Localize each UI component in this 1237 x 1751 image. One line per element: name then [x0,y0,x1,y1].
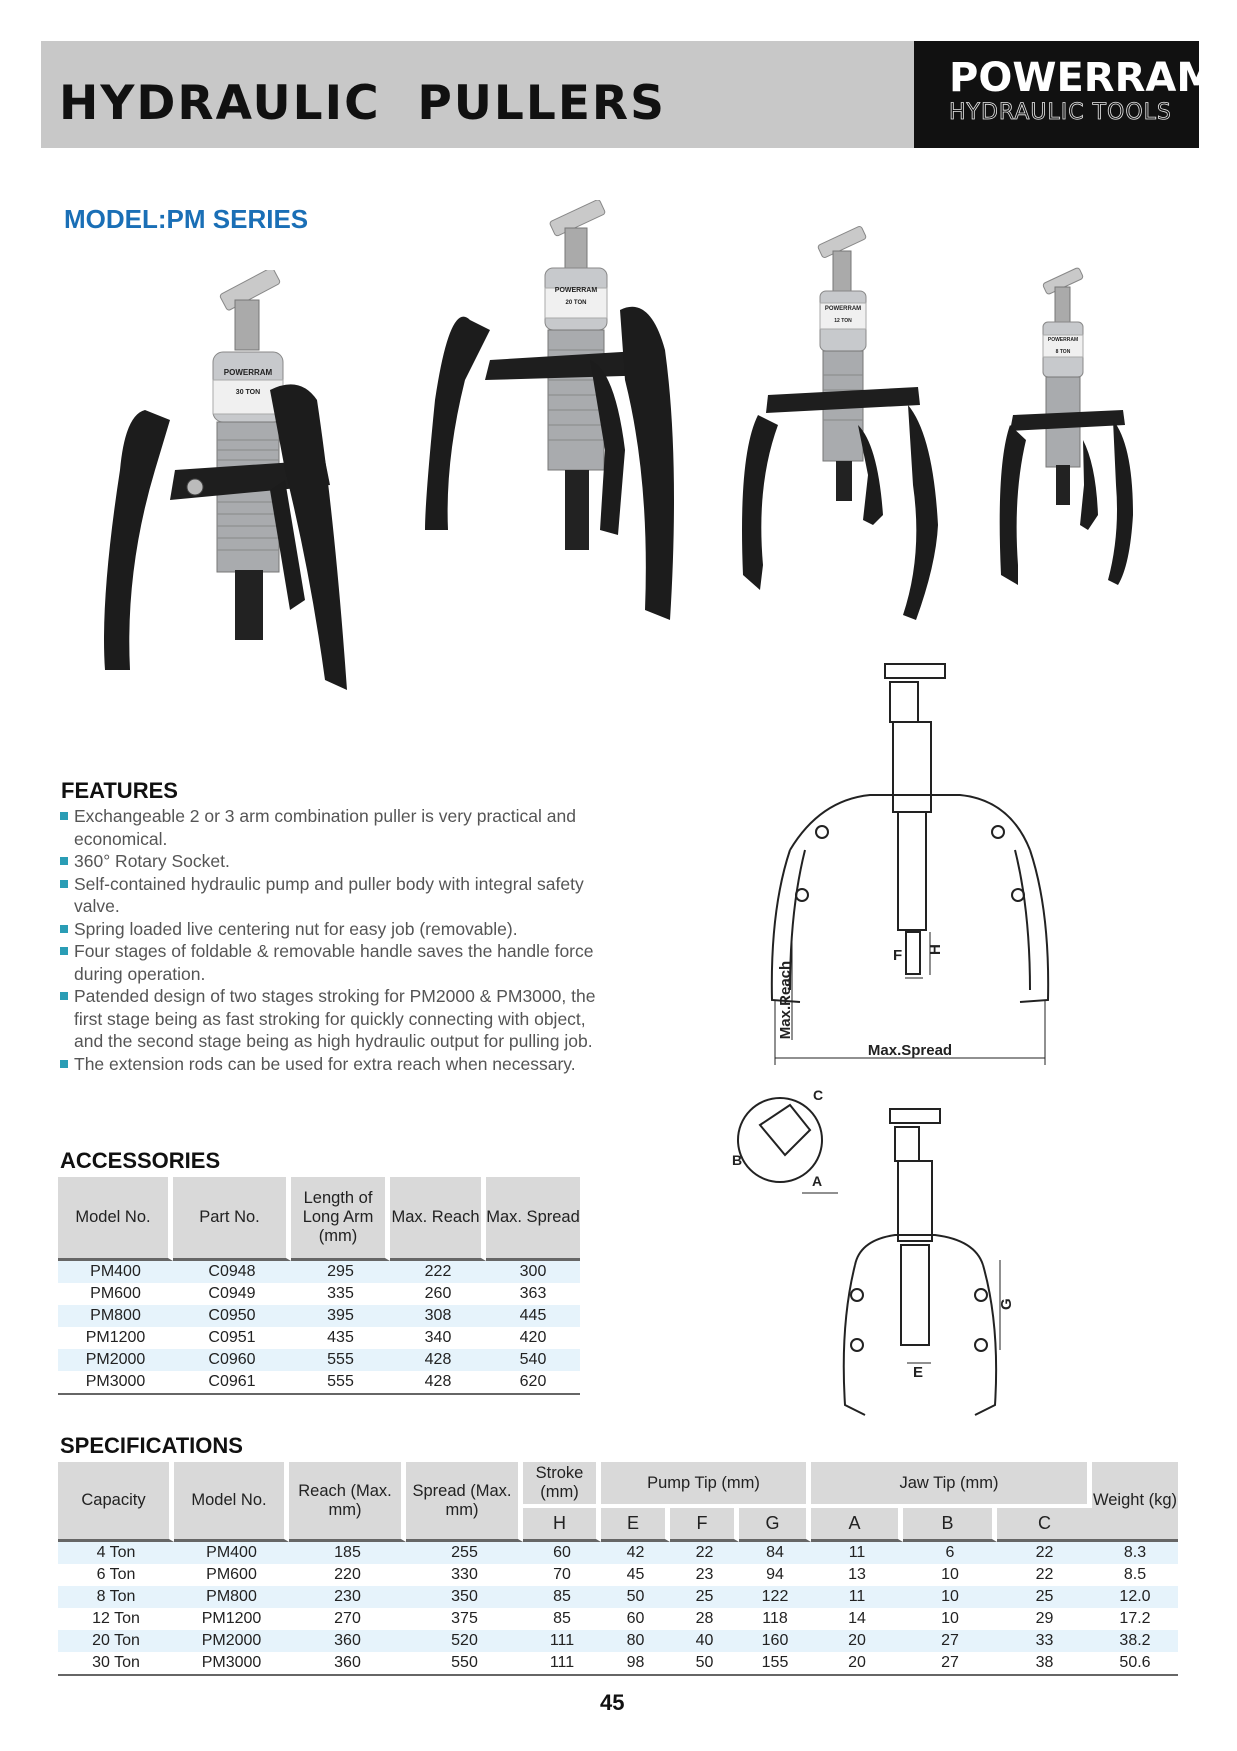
table-cell: 620 [486,1371,580,1395]
table-cell: 6 Ton [58,1564,174,1586]
model-title: MODEL:PM SERIES [64,204,309,234]
col-header: Model No. [58,1177,173,1261]
table-cell: PM3000 [174,1652,289,1676]
table-cell: 13 [811,1564,903,1586]
table-cell: 50.6 [1092,1652,1178,1676]
accessories-title: ACCESSORIES [60,1148,221,1173]
table-cell: 12.0 [1092,1586,1178,1608]
photo-brand-label: POWERRAM [824,306,862,312]
table-cell: 17.2 [1092,1608,1178,1630]
table-row [58,1652,1178,1676]
table-cell: 270 [289,1608,406,1630]
table-cell: 160 [739,1630,811,1652]
table-cell: 555 [291,1349,390,1371]
brand-subtitle: HYDRAULIC TOOLS [949,100,1172,125]
col-header-e: E [601,1508,670,1542]
page-title: HYDRAULIC PULLERS [59,76,666,131]
table-cell: 255 [406,1542,523,1564]
feature-item: Four stages of foldable & removable handle saves the handle force during operation. [58,940,618,985]
photo-capacity-label: 12 TON [834,318,852,324]
col-header-h: H [523,1508,601,1542]
table-row [58,1564,1178,1586]
col-header: Max. Reach [390,1177,486,1261]
table-cell: 28 [670,1608,739,1630]
col-header-weight: Weight (kg) [1092,1462,1178,1542]
table-cell: 111 [523,1652,601,1676]
table-cell: 375 [406,1608,523,1630]
table-cell: 60 [523,1542,601,1564]
table-cell: 25 [670,1586,739,1608]
col-header: Part No. [173,1177,291,1261]
table-cell: 20 [811,1652,903,1676]
table-cell: 42 [601,1542,670,1564]
table-cell: 8.5 [1092,1564,1178,1586]
photo-brand-label: POWERRAM [554,287,598,294]
product-photo-8-ton [998,265,1158,595]
table-cell: 8.3 [1092,1542,1178,1564]
table-cell: 122 [739,1586,811,1608]
table-cell: 25 [997,1586,1092,1608]
dimension-diagram-3-arm [760,660,1060,1070]
table-cell: 260 [390,1283,486,1305]
table-cell: PM800 [58,1305,173,1327]
photo-capacity-label: 30 TON [235,389,261,396]
feature-item: 360° Rotary Socket. [58,850,618,873]
table-cell: 550 [406,1652,523,1676]
col-header-stroke: Stroke (mm) [523,1462,601,1508]
table-row [58,1586,1178,1608]
photo-capacity-label: 20 TON [565,300,587,306]
table-cell: 308 [390,1305,486,1327]
col-header-b: B [903,1508,997,1542]
table-cell: 8 Ton [58,1586,174,1608]
dimension-diagram-2-arm [835,1105,1035,1450]
table-cell: 555 [291,1371,390,1395]
col-header: Max. Spread [486,1177,580,1261]
table-cell: C0960 [173,1349,291,1371]
feature-item: Self-contained hydraulic pump and puller body with integral safety valve. [58,873,618,918]
table-cell: 94 [739,1564,811,1586]
accessories-table [58,1177,580,1395]
table-cell: C0961 [173,1371,291,1395]
table-row [58,1283,580,1305]
brand-name: POWERRAM [949,55,1217,101]
col-header: Length of Long Arm (mm) [291,1177,390,1261]
page-number: 45 [600,1690,625,1715]
dim-a-label: A [812,1173,823,1189]
table-cell: 435 [291,1327,390,1349]
table-cell: 395 [291,1305,390,1327]
table-cell: 230 [289,1586,406,1608]
table-cell: 111 [523,1630,601,1652]
table-cell: 50 [670,1652,739,1676]
table-cell: 360 [289,1630,406,1652]
table-cell: 50 [601,1586,670,1608]
table-cell: 360 [289,1652,406,1676]
photo-brand-label: POWERRAM [223,368,273,377]
table-cell: 295 [291,1261,390,1283]
table-cell: 185 [289,1542,406,1564]
col-header-a: A [811,1508,903,1542]
feature-item: Patended design of two stages stroking for PM2000 & PM3000, the first stage being as fast stroking for quickly connecting with object, and the second stage being as high hydraulic output for pulling job. [58,985,618,1053]
table-cell: 20 [811,1630,903,1652]
dim-h-label: H [927,944,944,955]
table-cell: 29 [997,1608,1092,1630]
table-cell: PM3000 [58,1371,173,1395]
table-cell: 4 Ton [58,1542,174,1564]
dim-g-label: G [998,1298,1015,1310]
table-row [58,1371,580,1395]
table-cell: 330 [406,1564,523,1586]
table-cell: 22 [997,1564,1092,1586]
table-cell: 363 [486,1283,580,1305]
features-title: FEATURES [61,778,178,803]
table-cell: 45 [601,1564,670,1586]
table-cell: PM600 [58,1283,173,1305]
dim-b-label: B [732,1152,743,1168]
table-row [58,1261,580,1283]
table-cell: C0951 [173,1327,291,1349]
table-cell: 428 [390,1349,486,1371]
col-header-spread: Spread (Max. mm) [406,1462,523,1542]
col-header-pump-tip: Pump Tip (mm) [601,1462,811,1508]
table-cell: PM400 [58,1261,173,1283]
dim-e-label: E [913,1364,924,1381]
table-cell: 222 [390,1261,486,1283]
table-cell: PM1200 [174,1608,289,1630]
table-cell: 6 [903,1542,997,1564]
table-cell: PM2000 [58,1349,173,1371]
table-cell: 22 [997,1542,1092,1564]
max-reach-label: Max.Reach [777,960,794,1040]
table-cell: 540 [486,1349,580,1371]
table-cell: 27 [903,1630,997,1652]
col-header-reach: Reach (Max. mm) [289,1462,406,1542]
table-cell: PM800 [174,1586,289,1608]
table-cell: 84 [739,1542,811,1564]
table-cell: 155 [739,1652,811,1676]
dim-f-label: F [893,947,903,964]
table-cell: 12 Ton [58,1608,174,1630]
table-cell: 10 [903,1564,997,1586]
table-cell: 20 Ton [58,1630,174,1652]
col-header-f: F [670,1508,739,1542]
features-list [58,805,618,1075]
table-row [58,1305,580,1327]
table-cell: 300 [486,1261,580,1283]
col-header-g: G [739,1508,811,1542]
dim-c-label: C [813,1087,824,1103]
table-cell: 38.2 [1092,1630,1178,1652]
table-cell: 420 [486,1327,580,1349]
table-cell: PM2000 [174,1630,289,1652]
table-cell: 118 [739,1608,811,1630]
table-cell: 10 [903,1586,997,1608]
max-spread-label: Max.Spread [867,1042,953,1059]
product-photo-12-ton [738,225,948,625]
feature-item: The extension rods can be used for extra reach when necessary. [58,1053,618,1076]
table-cell: 11 [811,1542,903,1564]
table-cell: C0949 [173,1283,291,1305]
table-cell: 85 [523,1586,601,1608]
col-header-c: C [997,1508,1092,1542]
table-cell: 220 [289,1564,406,1586]
table-cell: 428 [390,1371,486,1395]
feature-item: Spring loaded live centering nut for easy job (removable). [58,918,618,941]
table-cell: 340 [390,1327,486,1349]
table-cell: 335 [291,1283,390,1305]
table-cell: 30 Ton [58,1652,174,1676]
table-cell: 38 [997,1652,1092,1676]
table-cell: 85 [523,1608,601,1630]
table-cell: 70 [523,1564,601,1586]
feature-item: Exchangeable 2 or 3 arm combination puller is very practical and economical. [58,805,618,850]
table-cell: 14 [811,1608,903,1630]
product-photo-30-ton [85,270,405,770]
col-header-capacity: Capacity [58,1462,174,1542]
table-cell: 520 [406,1630,523,1652]
table-cell: 33 [997,1630,1092,1652]
table-cell: PM600 [174,1564,289,1586]
table-cell: 40 [670,1630,739,1652]
table-cell: 445 [486,1305,580,1327]
table-cell: 350 [406,1586,523,1608]
table-cell: C0948 [173,1261,291,1283]
jaw-tip-detail-diagram [730,1085,840,1200]
col-header-model: Model No. [174,1462,289,1542]
table-row [58,1542,1178,1564]
table-cell: 80 [601,1630,670,1652]
table-row [58,1349,580,1371]
table-cell: PM400 [174,1542,289,1564]
table-row [58,1630,1178,1652]
table-row [58,1327,580,1349]
table-cell: 60 [601,1608,670,1630]
table-cell: 22 [670,1542,739,1564]
photo-capacity-label: 8 TON [1055,349,1071,355]
table-cell: 11 [811,1586,903,1608]
photo-brand-label: POWERRAM [1047,337,1079,343]
col-header-jaw-tip: Jaw Tip (mm) [811,1462,1092,1508]
table-cell: PM1200 [58,1327,173,1349]
specifications-title: SPECIFICATIONS [60,1433,243,1458]
table-cell: C0950 [173,1305,291,1327]
specifications-table [58,1462,1178,1676]
table-cell: 98 [601,1652,670,1676]
table-cell: 10 [903,1608,997,1630]
table-cell: 23 [670,1564,739,1586]
table-cell: 27 [903,1652,997,1676]
table-row [58,1608,1178,1630]
product-photo-20-ton [420,200,700,640]
